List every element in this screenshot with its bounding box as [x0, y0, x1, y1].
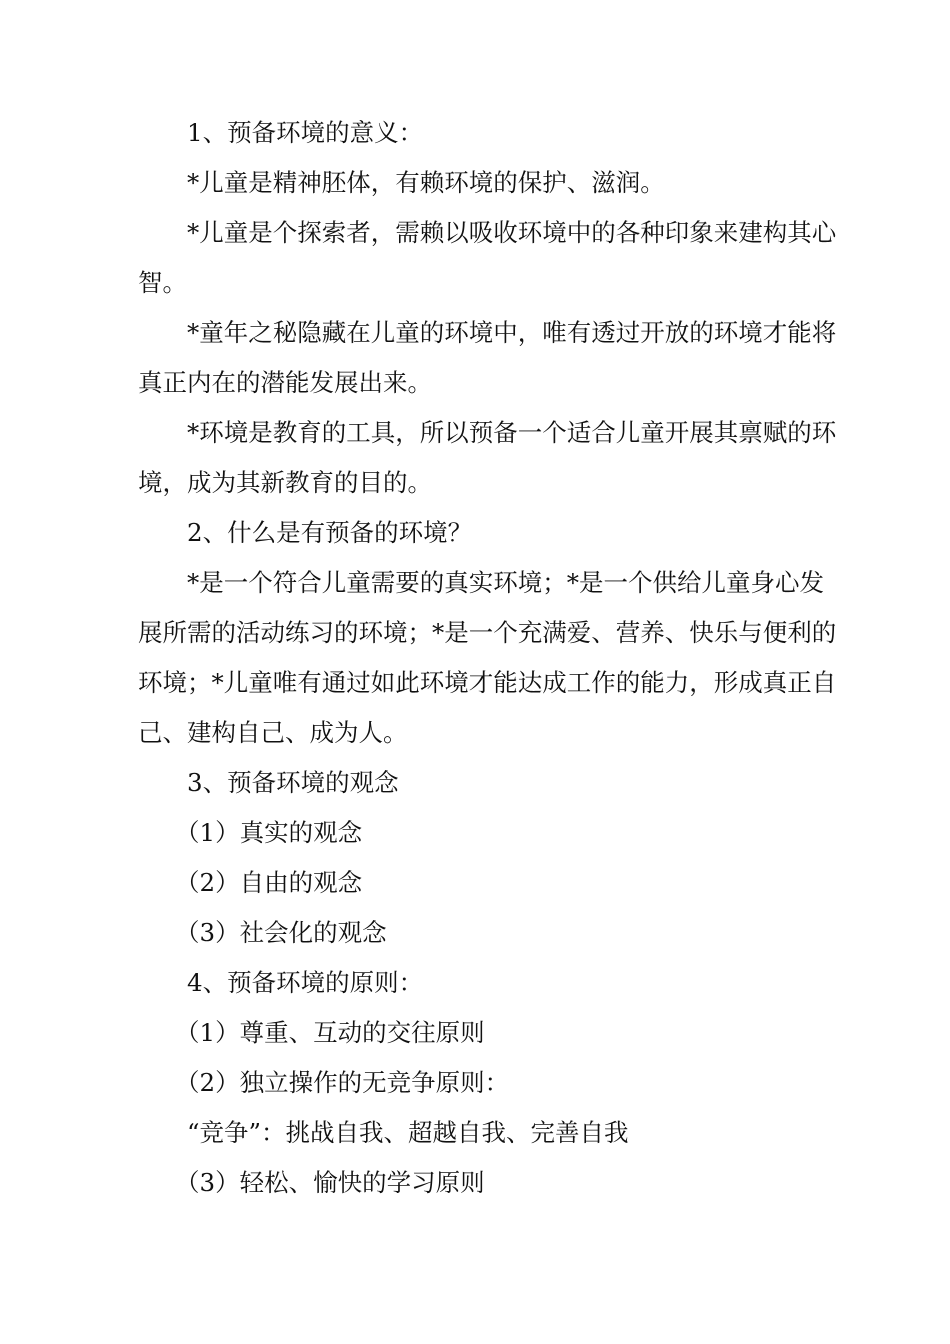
list-item: （3）社会化的观念 — [175, 918, 387, 947]
document-body — [138, 108, 838, 1208]
list-item: （1）尊重、互动的交往原则 — [175, 1018, 485, 1047]
paragraph: *环境是教育的工具，所以预备一个适合儿童开展其禀赋的环境，成为其新教育的目的。 — [138, 418, 837, 497]
heading-3: 3、预备环境的观念 — [187, 768, 399, 797]
list-item: （2）自由的观念 — [175, 868, 363, 897]
heading-1: 1、预备环境的意义： — [187, 118, 424, 147]
heading-4: 4、预备环境的原则： — [187, 968, 424, 997]
list-item: （1）真实的观念 — [175, 818, 363, 847]
paragraph: *儿童是精神胚体，有赖环境的保护、滋润。 — [187, 168, 665, 197]
paragraph: *童年之秘隐藏在儿童的环境中，唯有透过开放的环境才能将真正内在的潜能发展出来。 — [138, 318, 837, 397]
list-item: （2）独立操作的无竞争原则： — [175, 1068, 510, 1097]
paragraph: *儿童是个探索者，需赖以吸收环境中的各种印象来建构其心智。 — [138, 218, 837, 297]
paragraph: *是一个符合儿童需要的真实环境；*是一个供给儿童身心发展所需的活动练习的环境；*是一个充满爱、营养、快乐与便利的环境；*儿童唯有通过如此环境才能达成工作的能力，形成真正自己、建构自己、成为人。 — [138, 568, 837, 747]
paragraph: “竞争”：挑战自我、超越自我、完善自我 — [187, 1118, 629, 1147]
heading-2: 2、什么是有预备的环境？ — [187, 518, 473, 547]
list-item: （3）轻松、愉快的学习原则 — [175, 1168, 485, 1197]
